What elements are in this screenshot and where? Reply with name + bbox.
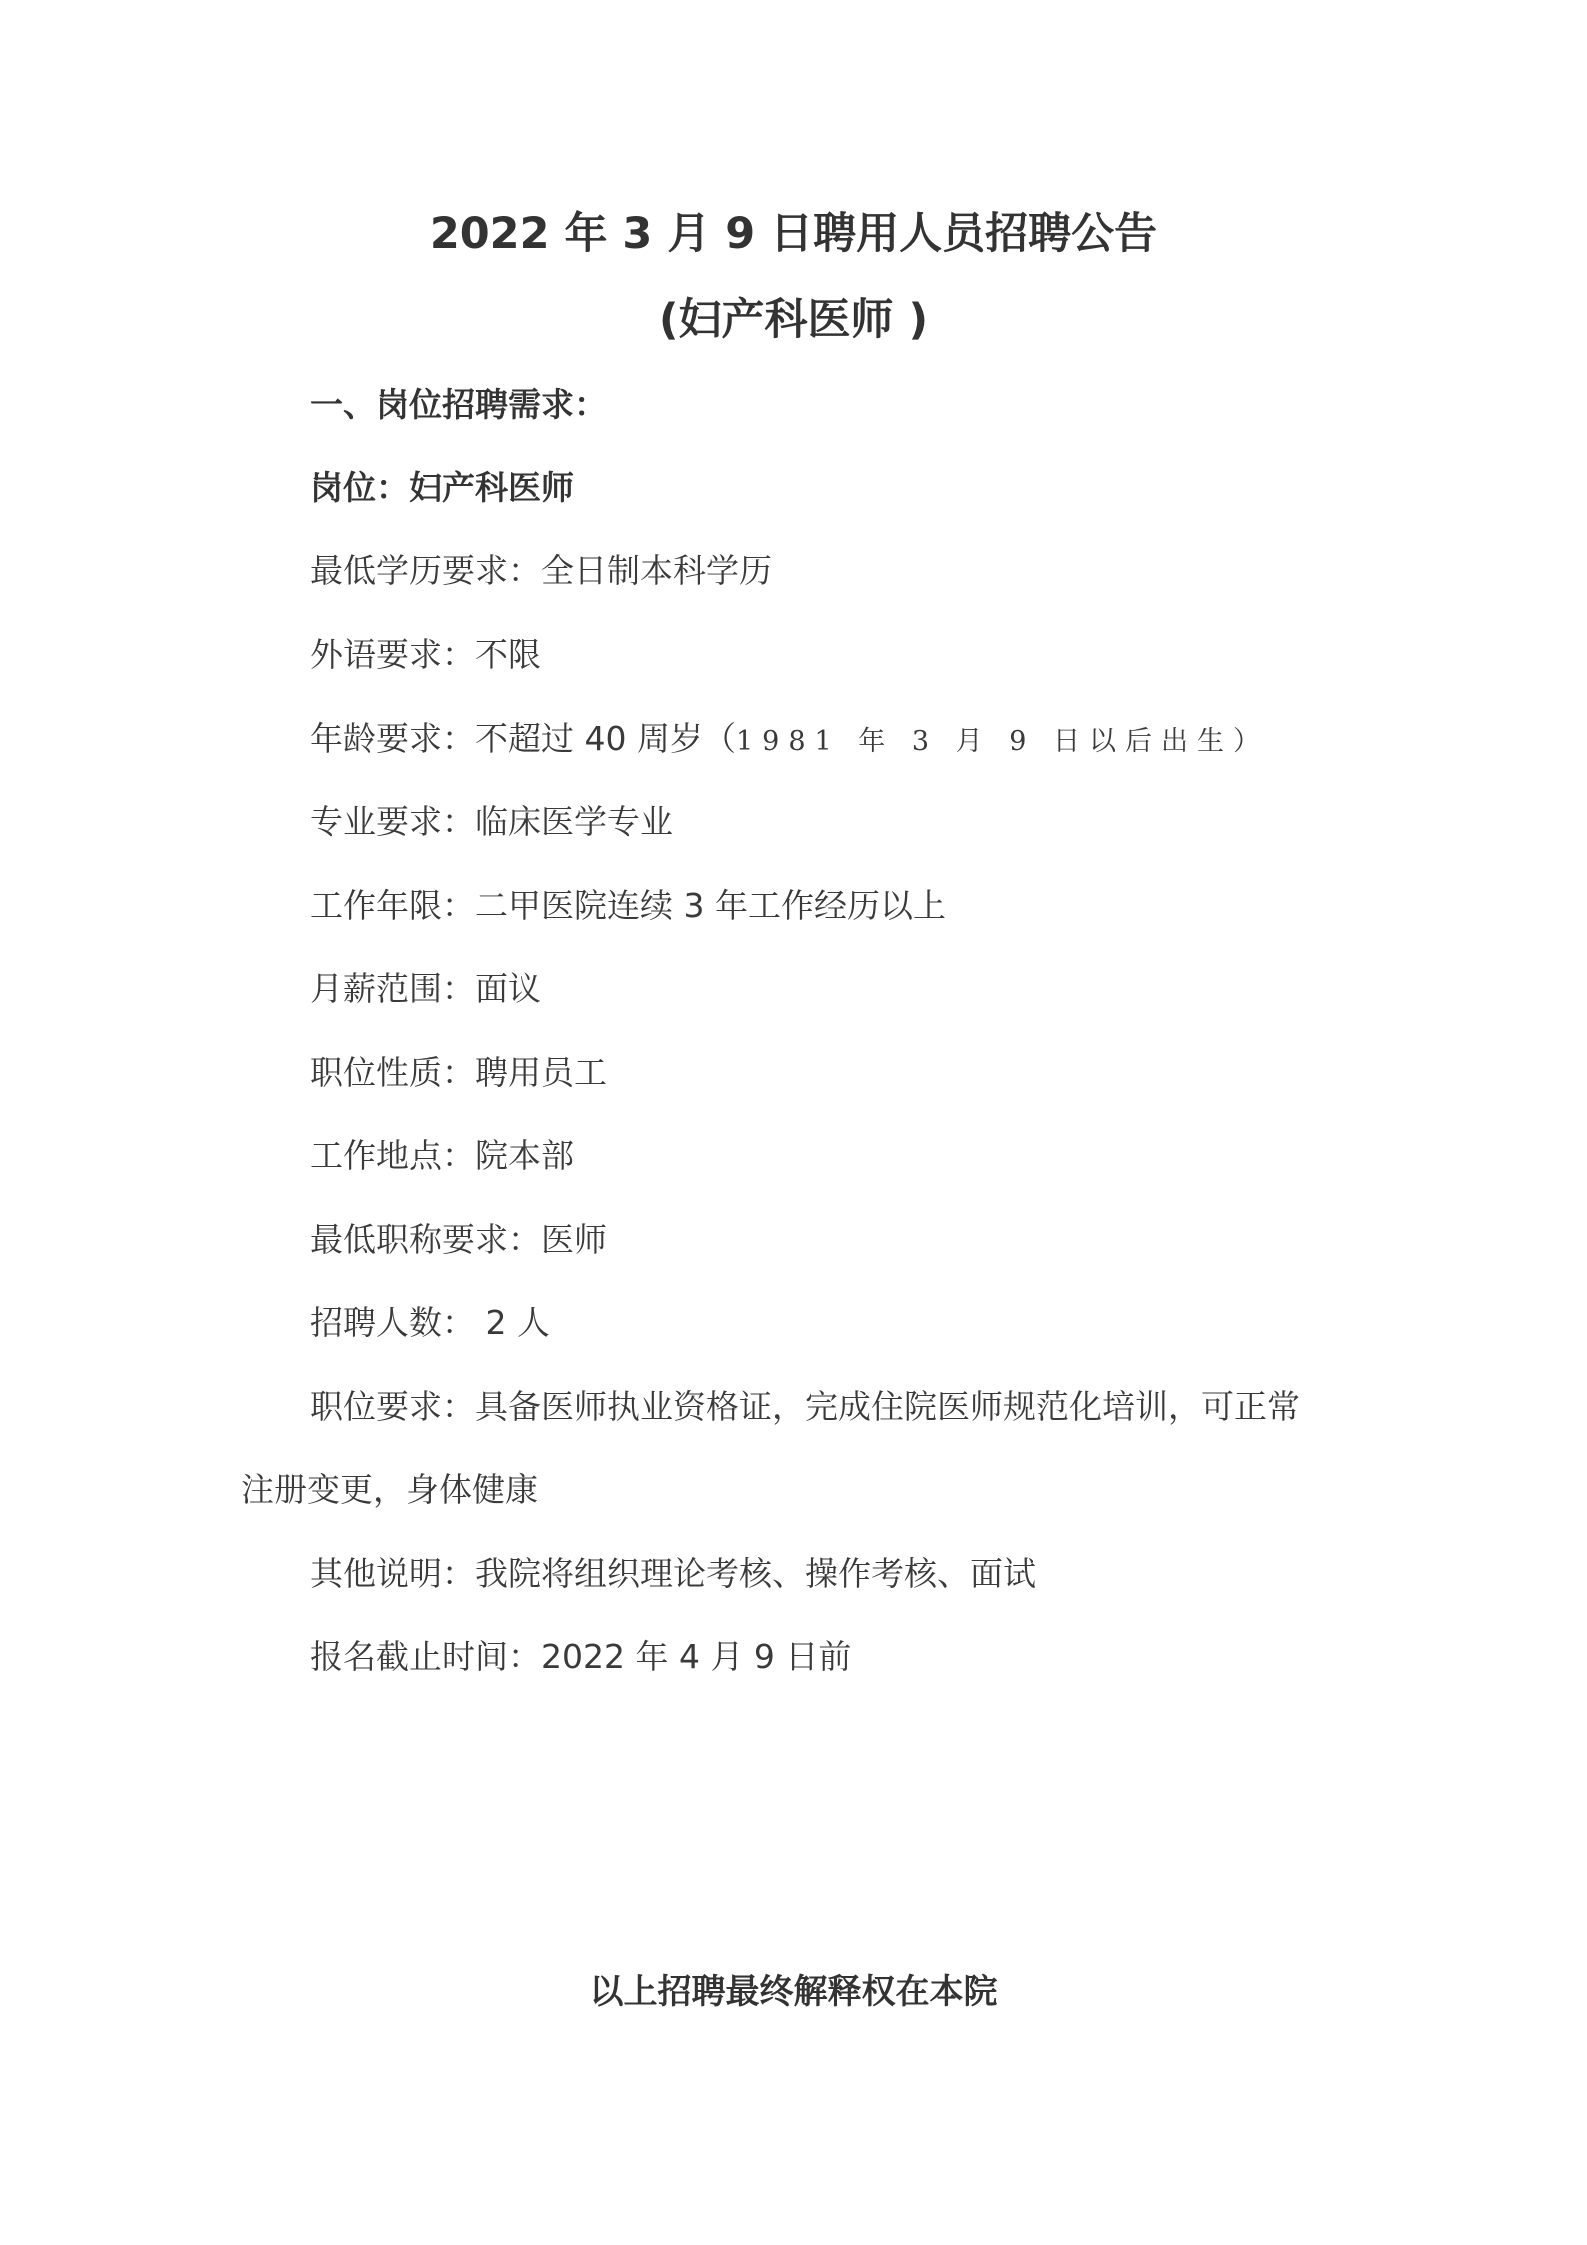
age-line [310, 717, 1269, 764]
major-line: 专业要求：临床医学专业 [310, 802, 673, 841]
footer-statement: 以上招聘最终解释权在本院 [589, 1972, 998, 2012]
position-line: 岗位：妇产科医师 [310, 468, 574, 507]
page-title: 2022 年 3 月 9 日聘用人员招聘公告 [429, 209, 1158, 259]
language-line: 外语要求：不限 [310, 635, 541, 674]
age-note-text: 1981 年 3 月 9 日以后出生） [735, 726, 1269, 757]
experience-line: 工作年限：二甲医院连续 3 年工作经历以上 [310, 886, 946, 925]
salary-line: 月薪范围：面议 [310, 969, 541, 1008]
other-notes-line: 其他说明：我院将组织理论考核、操作考核、面试 [310, 1554, 1036, 1593]
age-main-text: 年龄要求：不超过 40 周岁（ [310, 719, 736, 758]
location-line: 工作地点：院本部 [310, 1136, 574, 1175]
education-line: 最低学历要求：全日制本科学历 [310, 551, 772, 590]
headcount-line: 招聘人数： 2 人 [310, 1303, 550, 1342]
nature-line: 职位性质：聘用员工 [310, 1053, 607, 1092]
title-requirement-line: 最低职称要求：医师 [310, 1220, 607, 1259]
deadline-line: 报名截止时间：2022 年 4 月 9 日前 [310, 1637, 852, 1676]
section-heading: 一、岗位招聘需求： [310, 385, 607, 424]
job-requirement-continuation: 注册变更，身体健康 [241, 1470, 538, 1509]
job-requirement-line: 职位要求：具备医师执业资格证，完成住院医师规范化培训，可正常 [310, 1387, 1300, 1426]
page-subtitle: (妇产科医师 ) [658, 295, 929, 345]
